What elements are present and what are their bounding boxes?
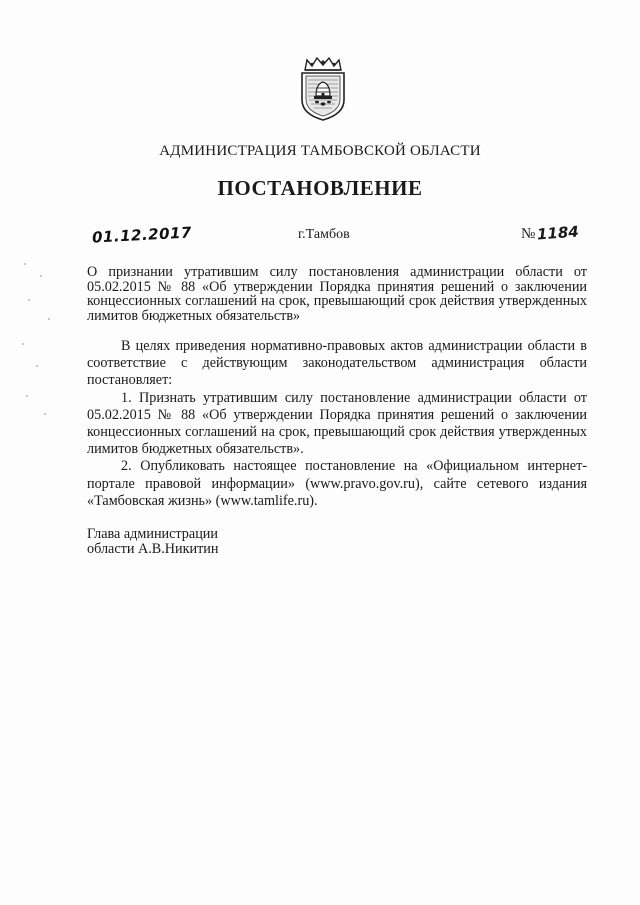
document-number-value: 1184: [536, 222, 580, 244]
item-2-paragraph: 2. Опубликовать настоящее постановление на «Официальном интернет-портале правовой информации» (www.pravo.gov.ru), сайте сетевого издания «Тамбовская жизнь» (www.tamlife.ru).: [87, 458, 587, 509]
document-city: г.Тамбов: [298, 227, 350, 242]
document-subject: О признании утратившим силу постановления администрации области от 05.02.2015 № 88 «Об утверждении Порядка принятия решений о заключении концессионных соглашений на срок, превышающий срок действия утвержденных лимитов бюджетных обязательств»: [87, 264, 587, 324]
scan-margin-dots: [18, 255, 58, 425]
document-type-title: ПОСТАНОВЛЕНИЕ: [217, 176, 423, 200]
document-number: [521, 224, 579, 243]
document-body: [87, 338, 587, 510]
item-1-paragraph: 1. Признать утратившим силу постановление администрации области от 05.02.2015 № 88 «Об утверждении Порядка принятия решений о заключении концессионных соглашений на срок, превышающий срок действия утвержденных лимитов бюджетных обязательств».: [87, 389, 587, 458]
tambov-coat-of-arms-icon: [297, 56, 349, 122]
signature-name: области А.В.Никитин: [87, 541, 219, 557]
document-date: 01.12.2017: [91, 223, 193, 247]
number-sign: №: [521, 226, 536, 242]
signature-block: [87, 527, 218, 557]
organization-name: АДМИНИСТРАЦИЯ ТАМБОВСКОЙ ОБЛАСТИ: [159, 143, 481, 159]
signature-position: Глава администрации: [87, 526, 218, 542]
preamble-paragraph: В целях приведения нормативно-правовых актов администрации области в соответствие с действующим законодательством администрация области постановляет:: [87, 338, 587, 389]
